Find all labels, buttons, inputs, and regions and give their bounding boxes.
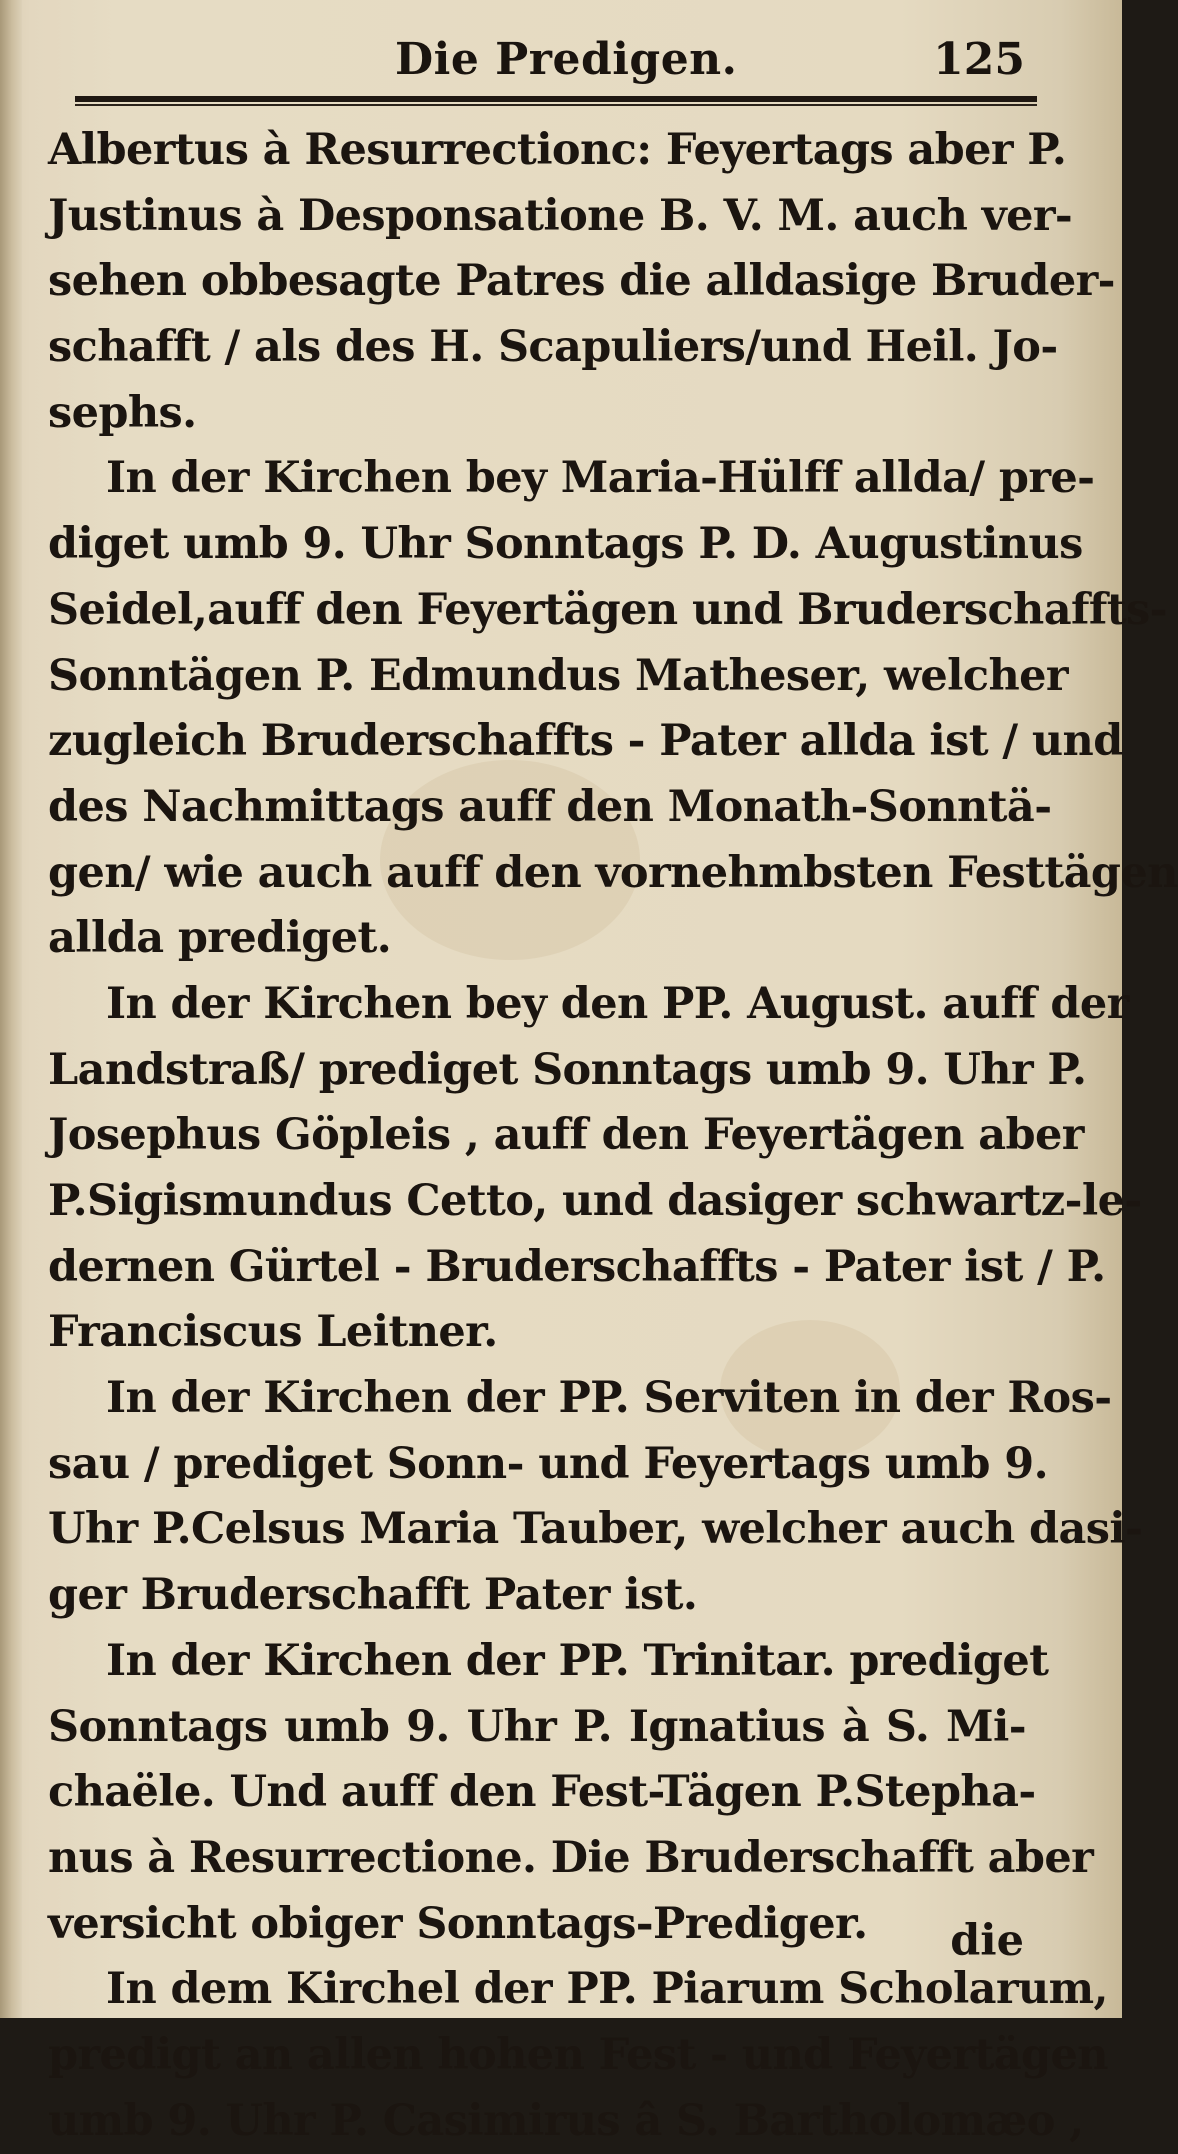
body-text bbox=[48, 118, 1178, 2154]
text-line: Seidel,auff den Feyertägen und Bruderschaffts- bbox=[48, 584, 1167, 635]
text-line: schafft / als des H. Scapuliers/und Heil. Jo- bbox=[48, 322, 1058, 373]
text-line: Sonntags umb 9. Uhr P. Ignatius à S. Mi- bbox=[48, 1701, 1026, 1752]
text-line: In der Kirchen bey Maria-Hülff allda/ pre- bbox=[106, 453, 1095, 504]
running-head bbox=[75, 30, 1037, 92]
text-line: diget umb 9. Uhr Sonntags P. D. Augustinus bbox=[48, 519, 1083, 570]
page-number: 125 bbox=[933, 34, 1025, 85]
header-rule bbox=[75, 96, 1037, 102]
text-line: predigt an allen hohen Fest - und Feyertägen bbox=[48, 2029, 1108, 2080]
text-line: nus à Resurrectione. Die Bruderschafft aber bbox=[48, 1832, 1094, 1883]
text-line: P.Sigismundus Cetto, und dasiger schwartz-le- bbox=[48, 1176, 1142, 1226]
text-line: In dem Kirchel der PP. Piarum Scholarum, bbox=[106, 1964, 1108, 2015]
header-rule-fine bbox=[75, 104, 1037, 106]
text-line: Franciscus Leitner. bbox=[48, 1307, 498, 1358]
text-line: allda prediget. bbox=[48, 913, 392, 964]
text-line: Albertus à Resurrectionc: Feyertags aber P. bbox=[48, 125, 1067, 175]
text-line: dernen Gürtel - Bruderschaffts - Pater ist / P. bbox=[48, 1241, 1106, 1292]
text-line: In der Kirchen bey den PP. August. auff der bbox=[106, 978, 1129, 1029]
page-title: Die Predigen. bbox=[395, 34, 738, 85]
text-line: des Nachmittags auff den Monath-Sonntä- bbox=[48, 781, 1052, 832]
catchword: die bbox=[950, 1916, 1024, 1966]
text-line: In der Kirchen der PP. Serviten in der Ros- bbox=[106, 1373, 1112, 1424]
text-line: Landstraß/ prediget Sonntags umb 9. Uhr P. bbox=[48, 1044, 1087, 1095]
binding-gutter bbox=[0, 0, 22, 2018]
text-line: ger Bruderschafft Pater ist. bbox=[48, 1570, 698, 1621]
text-line: versicht obiger Sonntags-Prediger. bbox=[48, 1898, 868, 1949]
text-line: sehen obbesagte Patres die alldasige Bruder- bbox=[48, 256, 1115, 307]
text-line: Josephus Göpleis , auff den Feyertägen aber bbox=[48, 1110, 1084, 1161]
text-line: sau / prediget Sonn- und Feyertags umb 9. bbox=[48, 1438, 1048, 1489]
text-line: In der Kirchen der PP. Trinitar. prediget bbox=[106, 1635, 1049, 1686]
text-line: zugleich Bruderschaffts - Pater allda ist / und bbox=[48, 716, 1123, 767]
text-line: umb 9. Uhr P. Casimirus â S. Bartholomæo , bbox=[48, 2095, 1084, 2146]
text-line: Uhr P.Celsus Maria Tauber, welcher auch dasi- bbox=[48, 1504, 1143, 1555]
text-line: Sonntägen P. Edmundus Matheser, welcher bbox=[48, 650, 1068, 701]
text-line: Justinus à Desponsatione B. V. M. auch ver- bbox=[48, 190, 1073, 241]
text-line: gen/ wie auch auff den vornehmbsten Festtägen bbox=[48, 847, 1178, 898]
text-line: chaële. Und auff den Fest-Tägen P.Stepha- bbox=[48, 1767, 1036, 1818]
text-line: sephs. bbox=[48, 387, 197, 438]
